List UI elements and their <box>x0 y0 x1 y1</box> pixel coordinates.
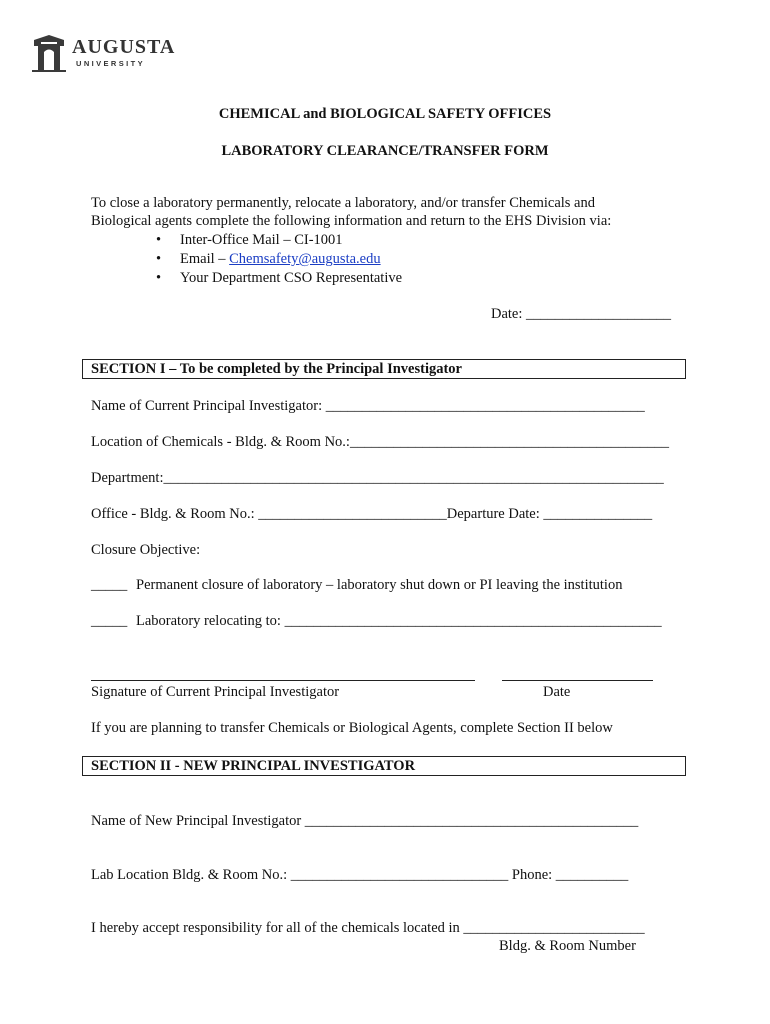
office-departure-field[interactable]: Office - Bldg. & Room No.: __________________________Departure Date: _______________ <box>91 506 653 522</box>
intro-line-1: To close a laboratory permanently, relocate a laboratory, and/or transfer Chemicals and <box>91 195 595 211</box>
new-pi-name-field[interactable]: Name of New Principal Investigator ______________________________________________ <box>91 813 639 829</box>
section-2-title: SECTION II - NEW PRINCIPAL INVESTIGATOR <box>91 758 416 774</box>
section-1-header <box>82 359 686 379</box>
bldg-room-number-label: Bldg. & Room Number <box>499 938 636 954</box>
signature-date-line[interactable] <box>502 680 653 681</box>
form-title: LABORATORY CLEARANCE/TRANSFER FORM <box>221 143 549 159</box>
method-mail <box>156 232 343 249</box>
logo-name: AUGUSTA <box>72 36 176 58</box>
university-logo <box>32 34 182 74</box>
signature-date-label: Date <box>543 684 571 700</box>
date-field[interactable]: Date: ____________________ <box>491 306 672 322</box>
intro-line-2: Biological agents complete the following information and return to the EHS Division via: <box>91 213 612 229</box>
method-cso-text: Your Department CSO Representative <box>180 270 403 286</box>
current-pi-name-field[interactable]: Name of Current Principal Investigator: ____________________________________________ <box>91 398 645 414</box>
relocating-blank[interactable]: _____ <box>91 613 128 629</box>
section-1-title: SECTION I – To be completed by the Principal Investigator <box>91 361 462 377</box>
transfer-note: If you are planning to transfer Chemicals or Biological Agents, complete Section II below <box>91 720 613 736</box>
logo-subtitle: UNIVERSITY <box>76 59 146 68</box>
permanent-closure-text: Permanent closure of laboratory – laboratory shut down or PI leaving the institution <box>136 577 623 593</box>
chemicals-location-field[interactable]: Location of Chemicals - Bldg. & Room No.:____________________________________________ <box>91 434 669 450</box>
augusta-gate-icon <box>32 34 66 72</box>
closure-objective-label: Closure Objective: <box>91 542 201 558</box>
signature-label: Signature of Current Principal Investigator <box>91 684 340 700</box>
bullet-icon: • <box>156 232 162 248</box>
email-link[interactable]: Chemsafety@augusta.edu <box>229 251 381 267</box>
section-2-header <box>82 756 686 776</box>
relocating-field[interactable]: Laboratory relocating to: ____________________________________________________ <box>136 613 662 629</box>
permanent-closure-blank[interactable]: _____ <box>91 577 128 593</box>
bullet-icon: • <box>156 270 162 286</box>
bullet-icon: • <box>156 251 162 267</box>
lab-location-phone-field[interactable]: Lab Location Bldg. & Room No.: ______________________________ Phone: __________ <box>91 867 629 883</box>
office-title: CHEMICAL and BIOLOGICAL SAFETY OFFICES <box>218 106 552 122</box>
signature-line[interactable] <box>91 680 475 681</box>
method-email <box>156 251 381 268</box>
method-email-prefix: Email – <box>180 251 230 267</box>
department-field[interactable]: Department:_____________________________________________________________________ <box>91 470 664 486</box>
accept-responsibility-field[interactable]: I hereby accept responsibility for all of the chemicals located in _________________________ <box>91 920 645 936</box>
method-cso <box>156 270 402 287</box>
method-mail-text: Inter-Office Mail – CI-1001 <box>180 232 343 248</box>
